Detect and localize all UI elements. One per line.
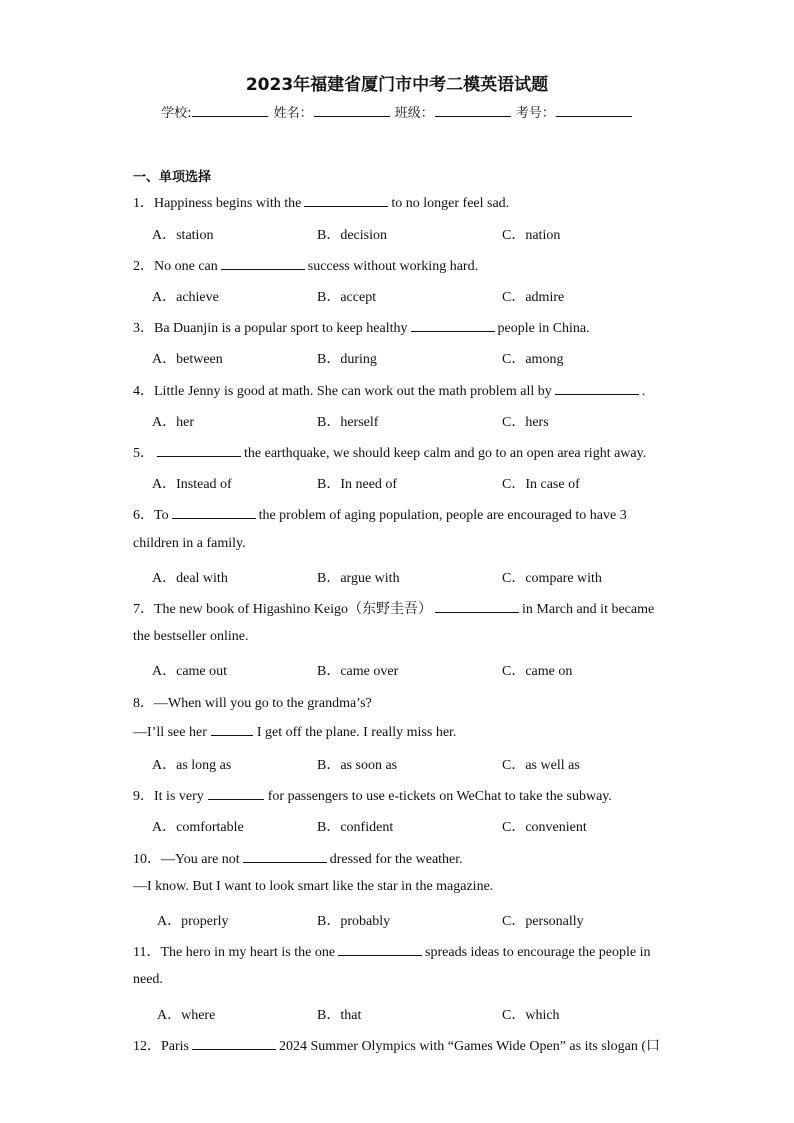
option-b[interactable]: B．probably (317, 914, 391, 929)
option-c[interactable]: C．compare with (502, 571, 602, 586)
question-text: 3．Ba Duanjin is a popular sport to keep healthy (133, 321, 408, 336)
option-a[interactable]: A．comfortable (152, 820, 244, 835)
school-label: 学校: (161, 106, 192, 121)
answer-blank[interactable] (157, 444, 241, 457)
option-b[interactable]: B．that (317, 1008, 362, 1023)
option-b[interactable]: B．decision (317, 228, 387, 243)
option-b[interactable]: B．confident (317, 820, 394, 835)
question-11-continued: need. (133, 972, 163, 987)
question-10-continued: —I know. But I want to look smart like the star in the magazine. (133, 879, 494, 894)
option-c[interactable]: C．came on (502, 664, 573, 679)
option-a[interactable]: A．came out (152, 664, 228, 679)
option-b[interactable]: B．In need of (317, 477, 398, 492)
answer-blank[interactable] (555, 382, 639, 395)
question-text: 6．To (133, 508, 169, 523)
question-text: 2024 Summer Olympics with “Games Wide Open” as its slogan (口 (279, 1039, 661, 1054)
question-1 (133, 192, 509, 212)
question-text: in March and it became (522, 602, 655, 617)
option-c[interactable]: C．convenient (502, 820, 587, 835)
name-label: 姓名： (273, 106, 313, 121)
option-a[interactable]: A．achieve (152, 290, 219, 305)
answer-blank[interactable] (338, 943, 422, 956)
question-6 (133, 504, 627, 524)
student-info-line (0, 102, 794, 121)
answer-blank[interactable] (411, 319, 495, 332)
name-blank[interactable] (314, 116, 390, 117)
question-12 (133, 1035, 660, 1055)
question-11 (133, 941, 651, 961)
exam-no-label: 考号： (515, 106, 555, 121)
answer-blank[interactable] (435, 600, 519, 613)
question-text: 10．—You are not (133, 852, 240, 867)
option-a[interactable]: A．as long as (152, 758, 232, 773)
option-a[interactable]: A．properly (157, 914, 229, 929)
question-5 (133, 442, 646, 462)
question-text: dressed for the weather. (329, 852, 463, 867)
question-text: 2．No one can (133, 259, 218, 274)
question-text: 9．It is very (133, 789, 204, 804)
school-blank[interactable] (192, 116, 268, 117)
class-blank[interactable] (435, 116, 511, 117)
section-title: 一、单项选择 (133, 170, 212, 185)
question-text: —I’ll see her (133, 725, 207, 740)
answer-blank[interactable] (243, 850, 327, 863)
question-3 (133, 317, 590, 337)
answer-blank[interactable] (192, 1037, 276, 1050)
option-b[interactable]: B．argue with (317, 571, 400, 586)
question-text: for passengers to use e-tickets on WeChat to take the subway. (267, 789, 612, 804)
question-text: the problem of aging population, people are encouraged to have 3 (258, 508, 627, 523)
page-title: 2023年福建省厦门市中考二模英语试题 (245, 75, 549, 95)
option-b[interactable]: B．came over (317, 664, 399, 679)
answer-blank[interactable] (211, 723, 253, 736)
question-7-continued: the bestseller online. (133, 629, 249, 644)
option-c[interactable]: C．hers (502, 415, 549, 430)
option-c[interactable]: C．nation (502, 228, 561, 243)
question-text: to no longer feel sad. (391, 196, 510, 211)
option-a[interactable]: A．where (157, 1008, 216, 1023)
option-c[interactable]: C．In case of (502, 477, 580, 492)
answer-blank[interactable] (304, 194, 388, 207)
question-6-continued: children in a family. (133, 536, 246, 551)
question-text: 5． (133, 446, 154, 461)
question-text: 12．Paris (133, 1039, 189, 1054)
option-b[interactable]: B．as soon as (317, 758, 398, 773)
option-c[interactable]: C．as well as (502, 758, 580, 773)
question-text: the earthquake, we should keep calm and go to an open area right away. (244, 446, 647, 461)
option-c[interactable]: C．personally (502, 914, 584, 929)
option-a[interactable]: A．station (152, 228, 214, 243)
question-2 (133, 255, 478, 275)
option-a[interactable]: A．Instead of (152, 477, 232, 492)
question-text: success without working hard. (307, 259, 479, 274)
question-text: I get off the plane. I really miss her. (256, 725, 457, 740)
option-b[interactable]: B．during (317, 352, 377, 367)
answer-blank[interactable] (172, 506, 256, 519)
question-7 (133, 598, 654, 618)
option-a[interactable]: A．between (152, 352, 223, 367)
option-c[interactable]: C．among (502, 352, 564, 367)
class-label: 班级： (394, 106, 434, 121)
question-text: people in China. (497, 321, 590, 336)
question-text: spreads ideas to encourage the people in (425, 945, 651, 960)
question-8-continued (133, 723, 456, 741)
question-text: 1．Happiness begins with the (133, 196, 302, 211)
question-10 (133, 848, 463, 868)
question-text: 7．The new book of Higashino Keigo（东野圭吾） (133, 602, 433, 617)
question-text: 4．Little Jenny is good at math. She can work out the math problem all by (133, 384, 552, 399)
question-4 (133, 380, 645, 400)
question-text: . (641, 384, 646, 399)
option-a[interactable]: A．deal with (152, 571, 228, 586)
option-b[interactable]: B．accept (317, 290, 377, 305)
question-8: 8．—When will you go to the grandma’s? (133, 696, 372, 711)
option-a[interactable]: A．her (152, 415, 194, 430)
option-c[interactable]: C．admire (502, 290, 565, 305)
answer-blank[interactable] (221, 257, 305, 270)
question-9 (133, 785, 612, 805)
exam-no-blank[interactable] (556, 116, 632, 117)
answer-blank[interactable] (208, 787, 264, 800)
option-b[interactable]: B．herself (317, 415, 379, 430)
option-c[interactable]: C．which (502, 1008, 560, 1023)
question-text: 11．The hero in my heart is the one (133, 945, 336, 960)
